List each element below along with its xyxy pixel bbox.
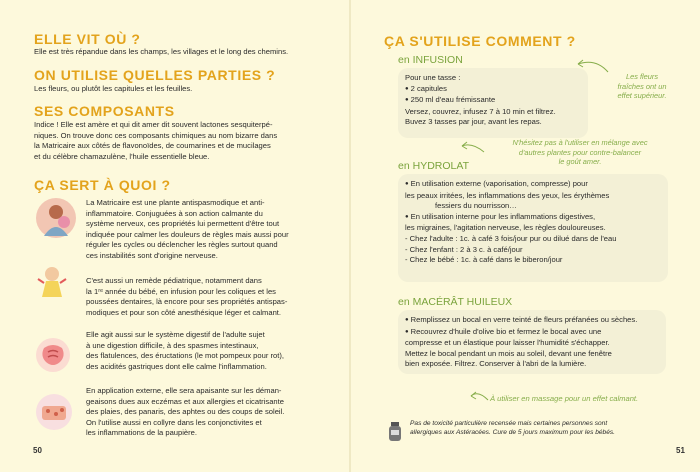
hydrolat-line: - Chez l'adulte : 1c. à café 3 fois/jour pur ou dilué dans de l'eau bbox=[405, 233, 617, 243]
p1-line: système nerveux, ces propriétés lui permettent d'être tout bbox=[86, 219, 280, 229]
note-line: effet supérieur. bbox=[617, 91, 667, 101]
subheading-prefix: en bbox=[398, 54, 413, 66]
composants-text bbox=[34, 120, 334, 162]
infusion-bullet: ● 250 ml d'eau frémissante bbox=[405, 95, 625, 107]
skin-icon bbox=[36, 394, 72, 430]
p4-line: geaisons dues aux eczémas et aux allergies et cicatrisante bbox=[86, 396, 284, 406]
subheading-hydrolat bbox=[398, 160, 469, 172]
p2-line: modiques et pour son côté anesthésique léger et calmant. bbox=[86, 307, 282, 317]
paragraph-digestif bbox=[86, 330, 316, 372]
hydrolat-line: fessiers du nourrisson… bbox=[435, 201, 517, 211]
hydrolat-bullet: ● En utilisation externe (vaporisation, compresse) pour bbox=[405, 179, 667, 191]
p4-line: En application externe, elle sera apaisante sur les déman- bbox=[86, 386, 282, 395]
p1-line: inflammatoire. Conjuguées à son action calmante du bbox=[86, 208, 263, 218]
hydrolat-line: - Chez le bébé : 1c. à café dans le biberon/jour bbox=[405, 255, 563, 265]
heading-sert: ÇA SERT À QUOI ? bbox=[34, 177, 171, 193]
subheading-prefix: en bbox=[398, 296, 413, 308]
hydrolat-line: - Chez l'enfant : 2 à 3 c. à café/jour bbox=[405, 244, 523, 254]
subheading-label: HYDROLAT bbox=[412, 160, 470, 172]
p3-line: Elle agit aussi sur le système digestif de l'adulte sujet bbox=[86, 330, 265, 339]
comp-line: Indice ! Elle est amère et qui dit amer dit souvent lactones sesquiterpé- bbox=[34, 120, 273, 129]
heading-ou: ELLE VIT OÙ ? bbox=[34, 31, 141, 47]
p2-line: la 1ʳᵉ année du bébé, en infusion pour les coliques et les bbox=[86, 286, 276, 296]
p1-line: La Matricaire est une plante antispasmodique et anti- bbox=[86, 198, 265, 207]
warning-text bbox=[410, 419, 690, 437]
baby-icon bbox=[36, 265, 68, 299]
comp-line: et du célèbre chamazulène, l'huile essentielle bleue. bbox=[34, 151, 210, 161]
note-line: Les fleurs bbox=[625, 72, 659, 81]
macerat-bullet: ● Recouvrez d'huile d'olive bio et fermez le bocal avec une bbox=[405, 327, 667, 339]
note-fleurs-fraiches bbox=[597, 72, 687, 101]
comp-line: la Matricaire aux côtés de flavonoïdes, de coumarines et de mucilages bbox=[34, 141, 271, 151]
subheading-macerat bbox=[398, 296, 512, 308]
page-number-left: 50 bbox=[33, 446, 42, 455]
heading-utilise: ÇA S'UTILISE COMMENT ? bbox=[384, 33, 576, 49]
p3-line: des acidités gastriques dont elle calme l'inflammation. bbox=[86, 361, 267, 371]
right-page bbox=[350, 0, 700, 472]
paragraph-externe bbox=[86, 386, 316, 439]
subheading-infusion bbox=[398, 54, 463, 66]
arrow-icon bbox=[458, 140, 488, 156]
p4-line: On l'utilise aussi en collyre dans les conjonctivites et bbox=[86, 417, 262, 427]
paragraph-pediatrique bbox=[86, 276, 316, 318]
parties-text: Les fleurs, ou plutôt les capitules et les feuilles. bbox=[34, 84, 193, 93]
note-massage: À utiliser en massage pour un effet calmant. bbox=[490, 394, 639, 403]
paragraph-antispasmodique bbox=[86, 198, 316, 262]
ou-text: Elle est très répandue dans les champs, les villages et le long des chemins. bbox=[34, 47, 289, 56]
p2-line: poussées dentaires, là encore pour ses propriétés antispas- bbox=[86, 297, 288, 307]
infusion-line: Buvez 3 tasses par jour, avant les repas. bbox=[405, 117, 542, 127]
macerat-line: compresse et un élastique pour laisser l'humidité s'échapper. bbox=[405, 338, 610, 348]
p4-line: des plaies, des panaris, des aphtes ou des coups de soleil. bbox=[86, 407, 285, 417]
heading-composants: SES COMPOSANTS bbox=[34, 103, 175, 119]
subheading-label: INFUSION bbox=[412, 54, 463, 66]
warning-line: Pas de toxicité particulière recensée mais certaines personnes sont bbox=[410, 420, 608, 427]
subheading-prefix: en bbox=[398, 160, 413, 172]
note-melange bbox=[480, 138, 680, 167]
warning-bottle-icon bbox=[384, 420, 406, 442]
subheading-label: MACÉRÂT HUILEUX bbox=[412, 296, 513, 308]
p1-line: ces instabilités sont d'origine nerveuse. bbox=[86, 250, 218, 260]
infusion-line: Pour une tasse : bbox=[405, 73, 461, 82]
p1-line: réguler les cycles ou déclencher les règles surtout quand bbox=[86, 240, 278, 250]
warning-line: allergiques aux Astéracées. Cure de 5 jours maximum pour les bébés. bbox=[410, 429, 615, 436]
macerat-text bbox=[405, 315, 667, 370]
comp-line: niques. On trouve donc ces composants chimiques au nom bizarre dans bbox=[34, 130, 278, 140]
hydrolat-line: les peaux irritées, les inflammations des yeux, les érythèmes bbox=[405, 190, 610, 200]
macerat-bullet: ● Remplissez un bocal en verre teinté de fleurs préfanées ou sèches. bbox=[405, 315, 667, 327]
infusion-line: Versez, couvrez, infusez 7 à 10 min et filtrez. bbox=[405, 106, 556, 116]
p3-line: des flatulences, des éructations (le mot pompeux pour rot), bbox=[86, 351, 284, 361]
hydrolat-text bbox=[405, 179, 667, 266]
woman-brain-icon bbox=[36, 198, 76, 238]
p2-line: C'est aussi un remède pédiatrique, notamment dans bbox=[86, 276, 262, 285]
infusion-text bbox=[405, 73, 625, 128]
macerat-line: bien exposée. Filtrez. Conserver à l'abri de la lumière. bbox=[405, 359, 587, 369]
note-line: d'autres plantes pour contre-balancer bbox=[518, 147, 642, 157]
infusion-bullet: ● 2 capitules bbox=[405, 84, 625, 96]
heading-parties: ON UTILISE QUELLES PARTIES ? bbox=[34, 67, 276, 83]
note-line: N'hésitez pas à l'utiliser en mélange avec bbox=[512, 138, 648, 147]
intestine-icon bbox=[36, 338, 70, 372]
page-number-right: 51 bbox=[676, 446, 685, 455]
p3-line: à une digestion difficile, à des spasmes intestinaux, bbox=[86, 340, 259, 350]
hydrolat-line: les migraines, l'agitation nerveuse, les règles douloureuses. bbox=[405, 223, 606, 233]
macerat-line: Mettez le bocal pendant un mois au soleil, devant une fenêtre bbox=[405, 348, 612, 358]
arrow-icon bbox=[468, 388, 492, 404]
note-line: fraîches ont un bbox=[617, 81, 667, 91]
hydrolat-bullet: ● En utilisation interne pour les inflammations digestives, bbox=[405, 212, 667, 224]
p4-line: les inflammations de la paupière. bbox=[86, 428, 198, 438]
note-line: le goût amer. bbox=[558, 157, 602, 167]
p1-line: indiquée pour calmer les douleurs de règles mais aussi pour bbox=[86, 229, 289, 239]
arrow-icon bbox=[572, 56, 612, 76]
